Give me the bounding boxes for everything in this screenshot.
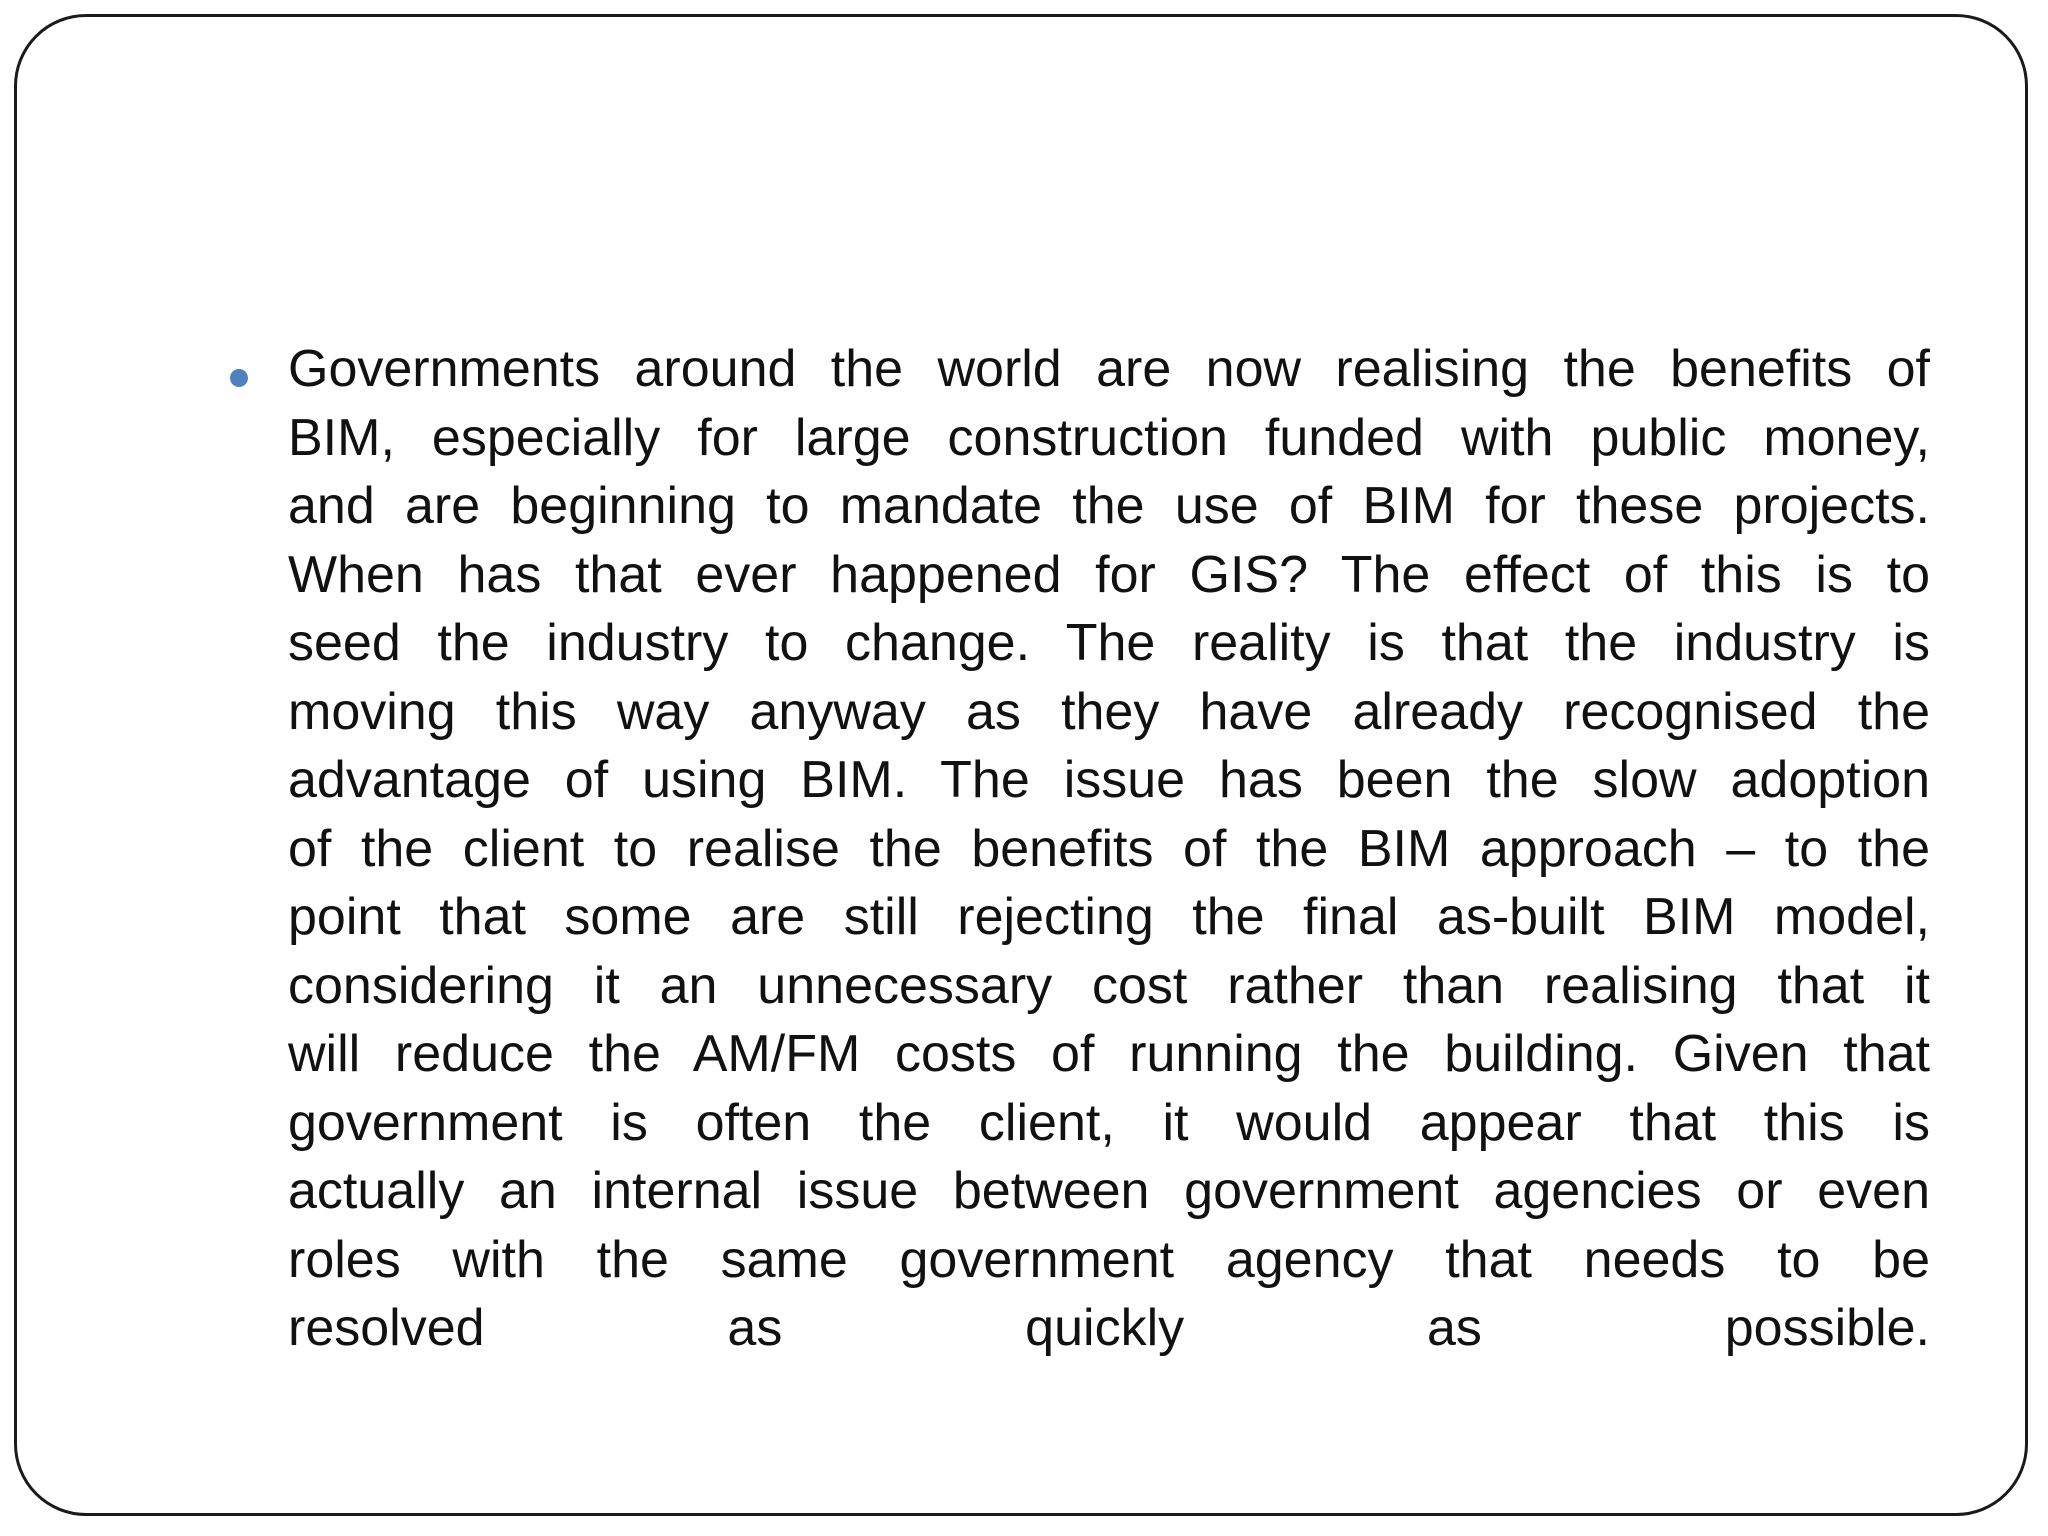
bullet-text [288,335,1930,1363]
text-line: roles with the same government agency that needs to be [288,1230,1930,1289]
bullet-item [220,335,1930,1363]
bullet-dot-icon [230,369,248,387]
text-line: When has that ever happened for GIS? The effect of this is to [288,545,1930,604]
text-line: point that some are still rejecting the final as-built BIM model, [288,888,1930,946]
text-line: advantage of using BIM. The issue has been the slow adoption [288,751,1930,809]
text-line: and are beginning to mandate the use of BIM for these projects. [288,477,1930,535]
text-line: will reduce the AM/FM costs of running the building. Given that [288,1025,1930,1083]
text-line: Governments around the world are now realising the benefits of [288,340,1930,398]
text-line: of the client to realise the benefits of the BIM approach – to the [288,819,1930,878]
text-line: seed the industry to change. The reality is that the industry is [288,614,1930,672]
text-line: moving this way anyway as they have already recognised the [288,682,1930,741]
text-line: considering it an unnecessary cost rather than realising that it [288,956,1930,1015]
text-line: actually an internal issue between government agencies or even [288,1162,1930,1220]
text-line: BIM, especially for large construction funded with public money, [288,408,1930,467]
text-line: resolved as quickly as possible. [288,1299,1930,1357]
slide-content [220,335,1930,1363]
text-line: government is often the client, it would appear that this is [288,1093,1930,1152]
